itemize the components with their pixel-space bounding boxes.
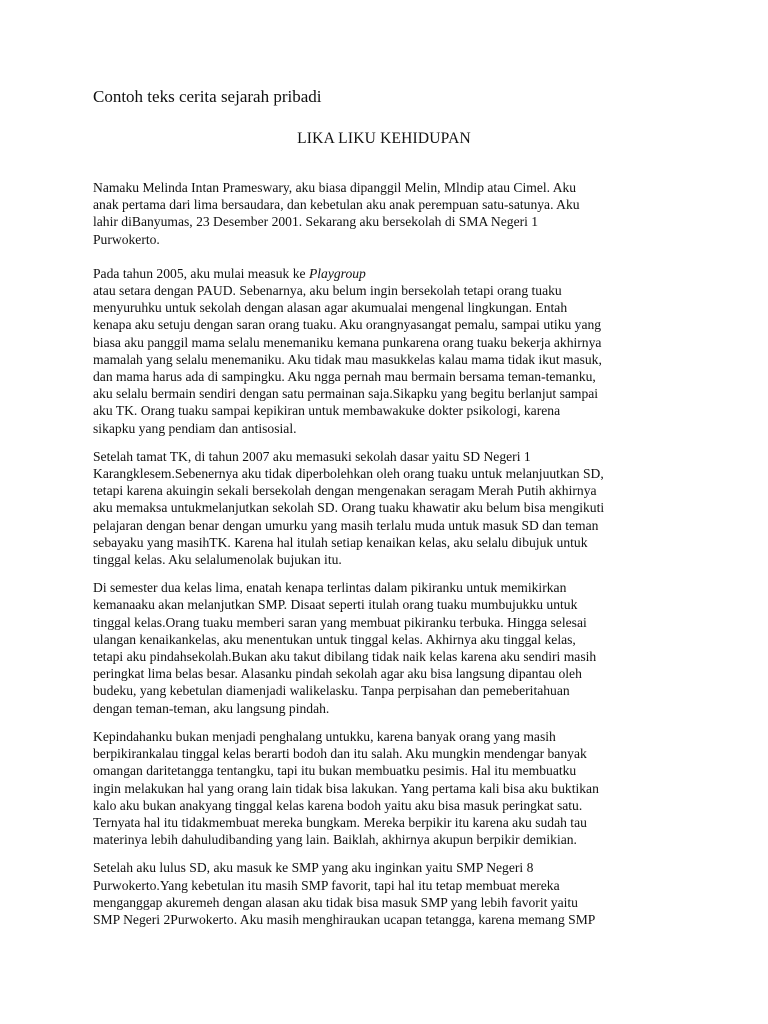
- text-line: Setelah aku lulus SD, aku masuk ke SMP yang aku inginkan yaitu SMP Negeri 8: [93, 860, 534, 876]
- text-line: SMP Negeri 2Purwokerto. Aku masih menghiraukan ucapan tetangga, karena memang SMP: [93, 911, 596, 927]
- text-line: Setelah tamat TK, di tahun 2007 aku memasuki sekolah dasar yaitu SD Negeri 1: [93, 448, 531, 464]
- text-line: kenapa aku setuju dengan saran orang tuaku. Aku orangnyasangat pemalu, sampai utiku yang: [93, 317, 602, 333]
- text-line: Karangklesem.Sebenernya aku tidak diperbolehkan oleh orang tuaku untuk melanjuutkan SD,: [93, 466, 604, 482]
- text-line: omangan daritetangga tentangku, tapi itu bukan membuatku pesimis. Hal itu membuatku: [93, 763, 577, 779]
- text-line: kemanaaku akan melanjutkan SMP. Disaat seperti itulah orang tuaku mumbujukku untuk: [93, 597, 578, 613]
- paragraph-6: [93, 859, 693, 928]
- text-line: tetapi karena akuingin sekali bersekolah dengan mengenakan seragam Merah Putih akhirnya: [93, 483, 597, 499]
- text-line: atau setara dengan PAUD. Sebenarnya, aku belum ingin bersekolah tetapi orang tuaku: [93, 283, 562, 299]
- text-line: anak pertama dari lima bersaudara, dan kebetulan aku anak perempuan satu-satunya. Aku: [93, 197, 580, 213]
- text-line: berpikirankalau tinggal kelas berarti bodoh dan itu salah. Aku mungkin mendengar banyak: [93, 746, 587, 762]
- story-title: LIKA LIKU KEHIDUPAN: [297, 130, 471, 147]
- text-line: dan mama harus ada di sampingku. Aku ngga pernah mau bermain bersama teman-temanku,: [93, 369, 596, 385]
- text-line: mamalah yang selalu menemaniku. Aku tidak mau masukkelas kalau mama tidak ikut masuk,: [93, 351, 602, 367]
- paragraph-5: [93, 728, 693, 848]
- line-prefix: Pada tahun 2005, aku mulai measuk ke: [93, 265, 309, 281]
- text-line: tetapi aku pindahsekolah.Bukan aku takut dibilang tidak naik kelas karena aku sendiri masih: [93, 649, 597, 665]
- text-line: Di semester dua kelas lima, enatah kenapa terlintas dalam pikiranku untuk memikirkan: [93, 580, 567, 596]
- text-line: biasa aku panggil mama selalu menemaniku kemana punkarena orang tuaku bekerja akhirnya: [93, 334, 602, 350]
- paragraph-4: [93, 579, 693, 717]
- text-line: Namaku Melinda Intan Prameswary, aku biasa dipanggil Melin, Mlndip atau Cimel. Aku: [93, 180, 577, 195]
- text-line: aku memaksa untukmelanjutkan sekolah SD. Orang tuaku khawatir aku belum bisa mengikuti: [93, 500, 605, 516]
- text-line: Purwokerto.Yang kebetulan itu masih SMP favorit, tapi hal itu tetap membuat mereka: [93, 877, 560, 893]
- text-line: menganggap akuremeh dengan alasan aku tidak bisa masuk SMP yang lebih favorit yaitu: [93, 894, 578, 910]
- text-line: peringkat lima belas besar. Alasanku pindah sekolah agar aku bisa langsung dipantau oleh: [93, 666, 582, 682]
- text-line: tinggal kelas.Orang tuaku memberi saran yang membuat pikiranku terbuka. Hingga selesai: [93, 614, 587, 630]
- text-line: lahir diBanyumas, 23 Desember 2001. Sekarang aku bersekolah di SMA Negeri 1: [93, 214, 539, 230]
- text-line: aku TK. Orang tuaku sampai kepikiran untuk membawakuke dokter psikologi, karena: [93, 403, 561, 419]
- text-line: tinggal kelas. Aku selalumenolak bujukan itu.: [93, 552, 342, 568]
- paragraph-3: [93, 448, 693, 568]
- text-line: sebayaku yang masihTK. Karena hal itulah setiap kenaikan kelas, aku selalu dibujuk untuk: [93, 534, 588, 550]
- text-line: [93, 265, 693, 282]
- text-line: ingin melakukan hal yang orang lain tidak bisa lakukan. Yang pertama kali bisa aku buktikan: [93, 780, 599, 796]
- text-line: pelajaran dengan benar dengan umurku yang masih terlalu muda untuk masuk SD dan teman: [93, 517, 599, 533]
- text-line: kalo aku bukan anakyang tinggal kelas karena bodoh yaitu aku bisa masuk peringkat satu.: [93, 797, 583, 813]
- paragraph-1: [93, 179, 693, 248]
- text-line: budeku, yang kebetulan diamenjadi walikelasku. Tanpa perpisahan dan pemeberitahuan: [93, 683, 570, 699]
- text-line: menyuruhku untuk sekolah dengan alasan agar akumualai mengenal lingkungan. Entah: [93, 300, 568, 316]
- intro-title: Contoh teks cerita sejarah pribadi: [93, 87, 322, 106]
- text-line: ulangan kenaikankelas, aku menentukan untuk tinggal kelas. Akhirnya aku tinggal kelas,: [93, 631, 576, 647]
- text-line: dengan teman-teman, aku langsung pindah.: [93, 700, 330, 716]
- text-line: materinya lebih dahuludibanding yang lain. Baiklah, akhirnya akupun berpikir demikian.: [93, 832, 577, 848]
- text-line: sikapku yang pendiam dan antisosial.: [93, 420, 297, 436]
- emphasis-playgroup: Playgroup: [308, 265, 366, 281]
- text-line: Ternyata hal itu tidakmembuat mereka bungkam. Mereka berpikir itu karena aku sudah tau: [93, 814, 587, 830]
- story-body: [93, 179, 693, 939]
- text-line: aku selalu bermain sendiri dengan satu permainan saja.Sikapku yang begitu berlanjut sampai: [93, 386, 599, 402]
- text-line: Kepindahanku bukan menjadi penghalang untukku, karena banyak orang yang masih: [93, 728, 556, 744]
- text-line: Purwokerto.: [93, 231, 160, 247]
- paragraph-2: [93, 265, 693, 437]
